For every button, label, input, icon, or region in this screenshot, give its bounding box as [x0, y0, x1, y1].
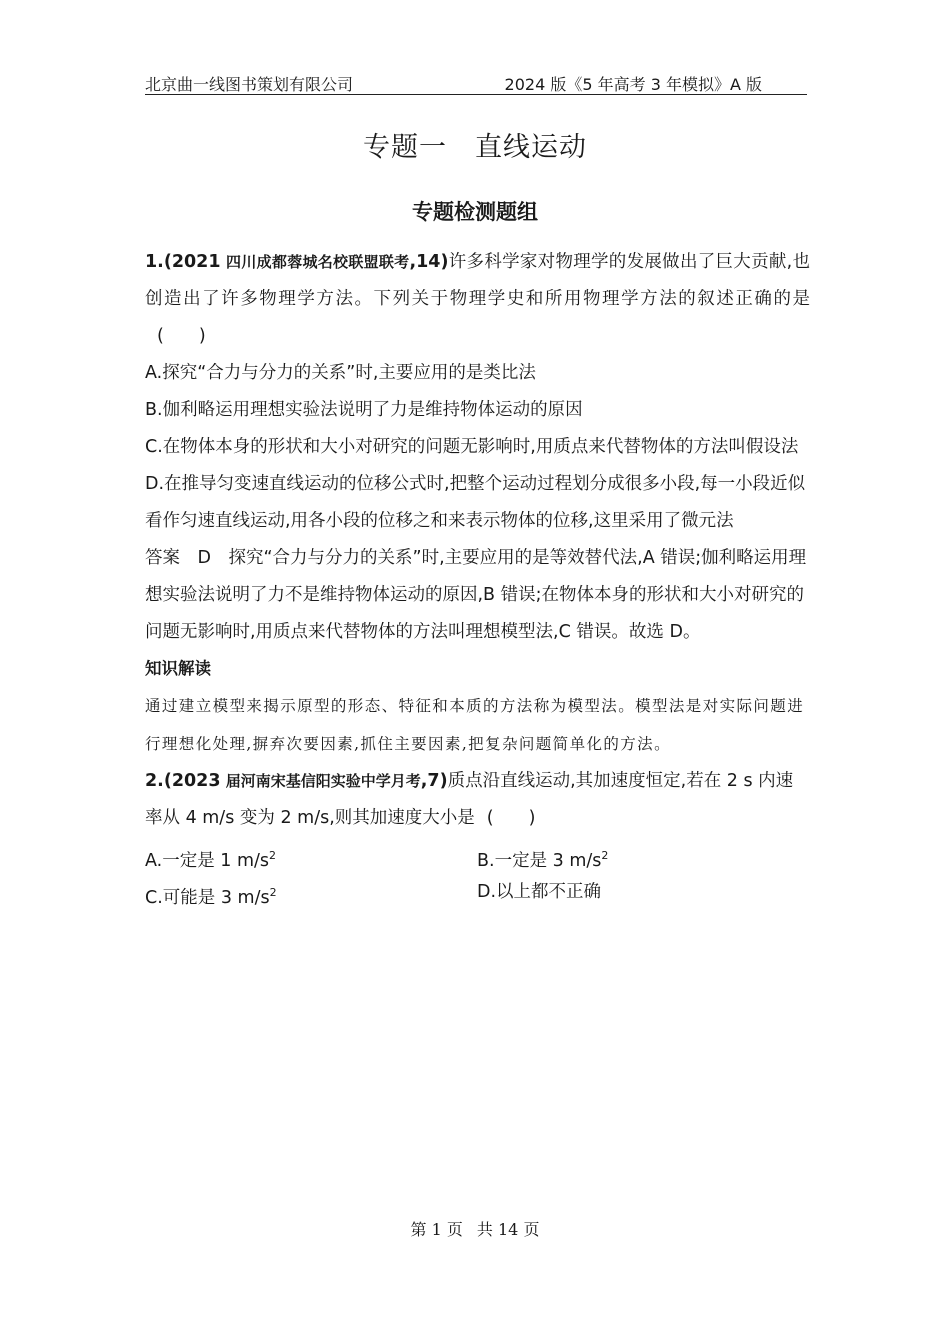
chapter-title: 专题一 直线运动	[363, 132, 587, 163]
question-1-option-a: A.探究“合力与分力的关系”时,主要应用的是类比法	[145, 363, 536, 383]
answer-blank: ( )	[157, 326, 206, 346]
question-2-option-c	[145, 874, 277, 917]
option-b-text: B.一定是 3 m/s	[477, 851, 602, 871]
question-1-option-b: B.伽利略运用理想实验法说明了力是维持物体运动的原因	[145, 400, 583, 420]
unit-exponent: 2	[601, 849, 609, 862]
question-2-index: ,7)	[420, 771, 448, 791]
option-c-text: C.可能是 3 m/s	[145, 888, 270, 908]
question-1-option-d: D.在推导匀变速直线运动的位移公式时,把整个运动过程划分成很多小段,每一小段近似看作匀速直线运动,用各小段的位移之和来表示物体的位移,这里采用了微元法	[145, 474, 806, 531]
page-footer	[0, 1217, 950, 1240]
question-1-number: 1.(	[145, 252, 172, 272]
question-1-index: ,14)	[409, 252, 449, 272]
question-1-text: 许多科学家对物理学的发展做出了巨大贡献,也创造出了许多物理学方法。下列关于物理学史和所用物理学方法的叙述正确的是	[145, 252, 810, 309]
unit-exponent: 2	[269, 849, 277, 862]
page-header	[145, 70, 807, 95]
section-title: 专题检测题组	[412, 200, 538, 224]
content-body	[145, 244, 810, 911]
question-2-source: 届河南宋基信阳实验中学月考	[220, 772, 421, 790]
knowledge-title: 知识解读	[145, 659, 211, 678]
header-publisher: 北京曲一线图书策划有限公司	[145, 75, 354, 94]
question-2-text: 质点沿直线运动,其加速度恒定,若在 2 s 内速率从 4 m/s 变为 2 m/s,则其加速度大小是	[145, 771, 794, 828]
header-edition: 2024 版《5 年高考 3 年模拟》A 版	[504, 75, 762, 94]
question-1-stem	[145, 244, 810, 355]
question-1-year: 2021	[171, 252, 221, 272]
question-2-option-d: D.以上都不正确	[477, 882, 602, 902]
question-2-options	[145, 837, 810, 911]
question-1-option-c: C.在物体本身的形状和大小对研究的问题无影响时,用质点来代替物体的方法叫假设法	[145, 437, 799, 457]
page-total: 共 14 页	[476, 1220, 540, 1239]
page-number: 第 1 页	[410, 1220, 463, 1239]
question-2-number: 2.(	[145, 771, 172, 791]
question-2-year: 2023	[171, 771, 221, 791]
knowledge-body: 通过建立模型来揭示原型的形态、特征和本质的方法称为模型法。模型法是对实际问题进行理想化处理,摒弃次要因素,抓住主要因素,把复杂问题简单化的方法。	[145, 697, 805, 753]
question-2-stem	[145, 763, 810, 837]
unit-exponent: 2	[269, 886, 277, 899]
answer-blank: ( )	[486, 808, 536, 828]
option-a-text: A.一定是 1 m/s	[145, 851, 270, 871]
question-1-source: 四川成都蓉城名校联盟联考	[220, 253, 410, 271]
question-1-answer: 答案 D 探究“合力与分力的关系”时,主要应用的是等效替代法,A 错误;伽利略运用理想实验法说明了力不是维持物体运动的原因,B 错误;在物体本身的形状和大小对研究的问题无影响时,用质点来代替物体的方法叫理想模型法,C 错误。故选 D。	[145, 548, 807, 642]
